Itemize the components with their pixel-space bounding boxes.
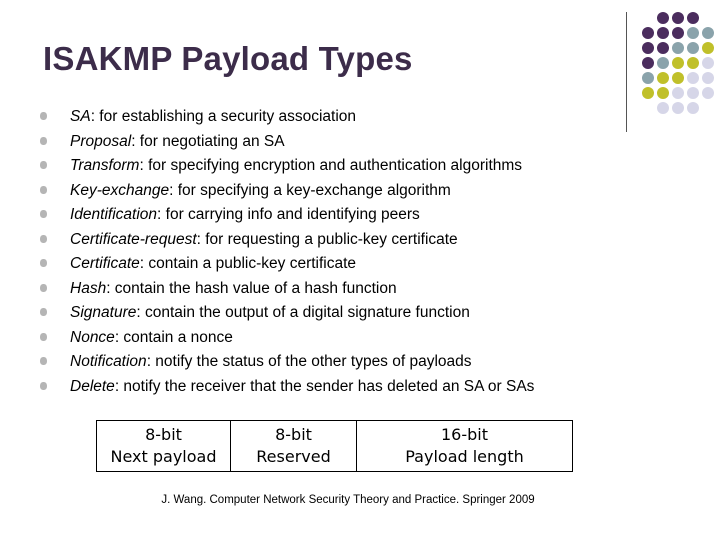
bullet-term: Delete	[70, 377, 115, 395]
bullet-marker-icon	[40, 357, 47, 365]
bullet-marker-icon	[40, 259, 47, 267]
field-size: 8-bit	[275, 425, 312, 444]
field-payload-length	[357, 421, 572, 471]
decorative-dot	[642, 27, 654, 39]
bullet-description: : for carrying info and identifying peers	[157, 206, 420, 223]
slide-title: ISAKMP Payload Types	[43, 40, 413, 77]
field-next-payload	[97, 421, 231, 471]
decorative-dot	[687, 12, 699, 24]
bullet-marker-icon	[40, 161, 47, 169]
decorative-dot	[657, 42, 669, 54]
bullet-text	[70, 253, 356, 274]
decorative-divider-line	[626, 12, 627, 132]
bullet-description: : notify the status of the other types of payloads	[146, 353, 472, 370]
decorative-dot	[687, 72, 699, 84]
bullet-text	[70, 106, 356, 127]
bullet-text	[70, 376, 534, 397]
bullet-term: Hash	[70, 279, 107, 297]
decorative-dot	[687, 87, 699, 99]
bullet-marker-icon	[40, 382, 47, 390]
bullet-text	[70, 180, 451, 201]
bullet-description: : notify the receiver that the sender has deleted an SA or SAs	[114, 377, 535, 395]
payload-header-diagram	[96, 420, 573, 472]
decorative-dot	[657, 102, 669, 114]
bullet-term: Transform	[70, 157, 140, 174]
decorative-dot	[687, 102, 699, 114]
bullet-term: SA	[70, 108, 91, 125]
decorative-dot	[642, 72, 654, 84]
decorative-dot	[672, 102, 684, 114]
bullet-text	[70, 155, 522, 176]
decorative-dot	[687, 27, 699, 39]
bullet-term: Signature	[70, 304, 137, 321]
decorative-dot	[702, 87, 714, 99]
decorative-dot	[657, 72, 669, 84]
bullet-term: Notification	[70, 353, 147, 370]
bullet-marker-icon	[40, 210, 47, 218]
bullet-description: : for specifying encryption and authentication algorithms	[139, 157, 523, 174]
bullet-text	[70, 131, 285, 152]
bullet-term: Certificate-request	[70, 230, 197, 248]
bullet-term: Key-exchange	[70, 181, 170, 199]
bullet-description: : for requesting a public-key certificate	[196, 230, 458, 248]
decorative-dot	[657, 57, 669, 69]
citation: J. Wang. Computer Network Security Theory and Practice. Springer 2009	[161, 494, 535, 506]
field-label: Reserved	[256, 447, 331, 466]
bullet-text	[70, 204, 420, 225]
bullet-text	[70, 278, 397, 299]
bullet-description: : contain a nonce	[114, 328, 233, 346]
bullet-term: Certificate	[70, 255, 140, 272]
decorative-dot	[672, 72, 684, 84]
bullet-marker-icon	[40, 284, 47, 292]
bullet-text	[70, 327, 233, 348]
decorative-dot	[702, 72, 714, 84]
decorative-dot	[657, 27, 669, 39]
field-label: Payload length	[405, 447, 524, 466]
decorative-dot	[657, 87, 669, 99]
decorative-dot	[702, 42, 714, 54]
bullet-description: : for negotiating an SA	[131, 132, 285, 150]
bullet-term: Proposal	[70, 132, 132, 150]
decorative-dot	[672, 12, 684, 24]
bullet-description: : contain a public-key certificate	[139, 255, 357, 272]
decorative-dot	[672, 57, 684, 69]
bullet-marker-icon	[40, 112, 47, 120]
field-label: Next payload	[110, 447, 217, 466]
decorative-dot	[642, 57, 654, 69]
field-size: 8-bit	[145, 425, 182, 444]
decorative-dot	[672, 27, 684, 39]
decorative-dot	[642, 87, 654, 99]
bullet-description: : contain the output of a digital signature function	[136, 304, 470, 321]
bullet-text	[70, 229, 458, 250]
bullet-description: : for specifying a key-exchange algorithm	[169, 181, 451, 199]
decorative-dot	[672, 42, 684, 54]
field-reserved	[231, 421, 357, 471]
bullet-description: : for establishing a security association	[90, 108, 357, 125]
field-size: 16-bit	[440, 425, 488, 444]
decorative-dot	[687, 57, 699, 69]
bullet-text	[70, 302, 470, 323]
bullet-marker-icon	[40, 333, 47, 341]
bullet-marker-icon	[40, 186, 47, 194]
decorative-dot	[702, 27, 714, 39]
bullet-description: : contain the hash value of a hash function	[106, 279, 397, 297]
decorative-dot	[642, 42, 654, 54]
bullet-marker-icon	[40, 308, 47, 316]
decorative-dot	[702, 57, 714, 69]
bullet-text	[70, 351, 472, 372]
bullet-marker-icon	[40, 137, 47, 145]
bullet-term: Nonce	[70, 328, 115, 346]
bullet-marker-icon	[40, 235, 47, 243]
decorative-dot	[672, 87, 684, 99]
bullet-term: Identification	[70, 206, 158, 223]
decorative-dot	[657, 12, 669, 24]
decorative-dot	[687, 42, 699, 54]
